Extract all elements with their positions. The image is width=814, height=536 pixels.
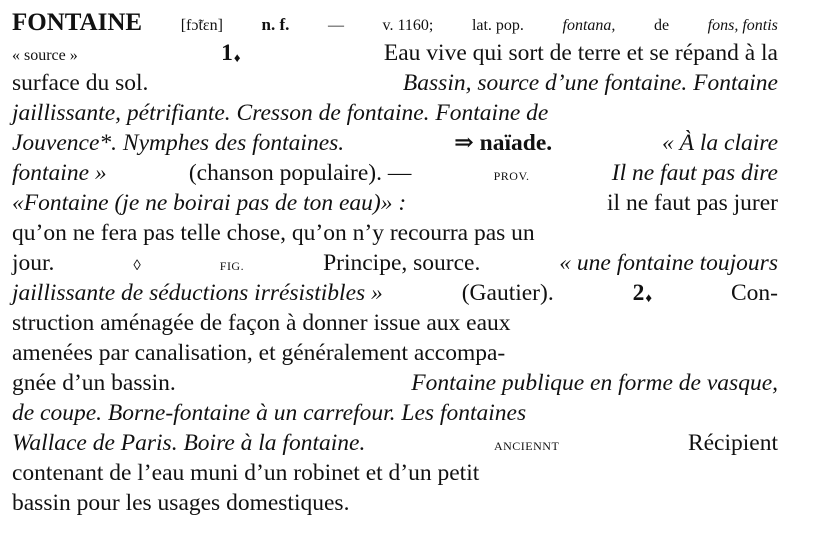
entry-line [12, 188, 778, 218]
lozenge-icon: ◊ [133, 258, 141, 274]
etymology-root: fons, fontis [707, 17, 778, 34]
entry-line [12, 338, 778, 368]
example-text: jaillissante, pétrifiante. Cresson de fontaine. Fontaine de [12, 100, 549, 126]
arrow-icon: ⇒ [454, 130, 474, 156]
example-text: «Fontaine (je ne boirai pas de ton eau)» : [12, 190, 407, 216]
example-text: Bassin, source d’une fontaine. Fontaine [402, 70, 778, 96]
definition-text: Eau vive qui sort de terre et se répand à la [383, 40, 778, 66]
cross-reference: ⇒ naïade. [454, 130, 553, 156]
example-text: jaillissante de séductions irrésistibles » [12, 280, 383, 306]
definition-text: qu’on ne fera pas telle chose, qu’on n’y recourra pas un [12, 220, 535, 246]
entry-line [12, 68, 778, 98]
example-text: fontaine » [12, 160, 107, 186]
entry-line [12, 38, 778, 68]
diamond-icon: ♦ [645, 290, 653, 305]
diamond-icon: ♦ [233, 50, 241, 65]
sense-number: 2♦ [632, 280, 653, 306]
sense-number: 1♦ [221, 40, 241, 66]
entry-line [12, 278, 778, 308]
example-text: « une fontaine toujours [559, 250, 778, 276]
etymology-gloss: « source » [12, 47, 78, 64]
usage-label: ANCIENNT [493, 439, 560, 453]
etymology-word: fontana, [562, 17, 616, 34]
example-text: Fontaine publique en forme de vasque, [411, 370, 778, 396]
entry-line [12, 458, 778, 488]
entry-line [12, 8, 778, 38]
entry-line [12, 428, 778, 458]
definition-text: gnée d’un bassin. [12, 370, 176, 396]
example-text: de coupe. Borne-fontaine à un carrefour. Les fontaines [12, 400, 527, 426]
usage-label: PROV. [493, 169, 530, 183]
etymology-language: lat. pop. [471, 17, 524, 34]
usage-label: FIG. [219, 259, 245, 273]
entry-line [12, 308, 778, 338]
entry-line [12, 158, 778, 188]
example-text: Il ne faut pas dire [611, 160, 778, 186]
entry-line [12, 248, 778, 278]
definition-text: (chanson populaire). — [188, 160, 412, 186]
definition-text: Con- [730, 280, 778, 306]
citation-author: (Gautier). [461, 280, 554, 306]
dash: — [327, 17, 344, 34]
definition-text: struction aménagée de façon à donner issue aux eaux [12, 310, 511, 336]
example-text: « À la claire [662, 130, 778, 156]
entry-line [12, 368, 778, 398]
definition-text: il ne faut pas jurer [607, 190, 778, 216]
dictionary-entry [12, 8, 778, 518]
etymology-date: v. 1160; [382, 17, 434, 34]
pronunciation: [fɔ̃tɛn] [180, 17, 223, 34]
grammatical-category: n. f. [261, 15, 290, 34]
definition-text: Récipient [687, 430, 778, 456]
headword: FONTAINE [12, 9, 143, 36]
etymology-connector: de [653, 17, 670, 34]
definition-text: jour. [12, 250, 55, 276]
definition-text: bassin pour les usages domestiques. [12, 490, 350, 516]
definition-text: Principe, source. [323, 250, 481, 276]
example-text: Jouvence*. Nymphes des fontaines. [12, 130, 345, 156]
entry-line [12, 128, 778, 158]
definition-text: surface du sol. [12, 70, 149, 96]
entry-line [12, 488, 778, 518]
definition-text: amenées par canalisation, et généralement accompa- [12, 340, 506, 366]
entry-line [12, 218, 778, 248]
entry-line [12, 398, 778, 428]
example-text: Wallace de Paris. Boire à la fontaine. [12, 430, 366, 456]
definition-text: contenant de l’eau muni d’un robinet et d’un petit [12, 460, 480, 486]
entry-line [12, 98, 778, 128]
